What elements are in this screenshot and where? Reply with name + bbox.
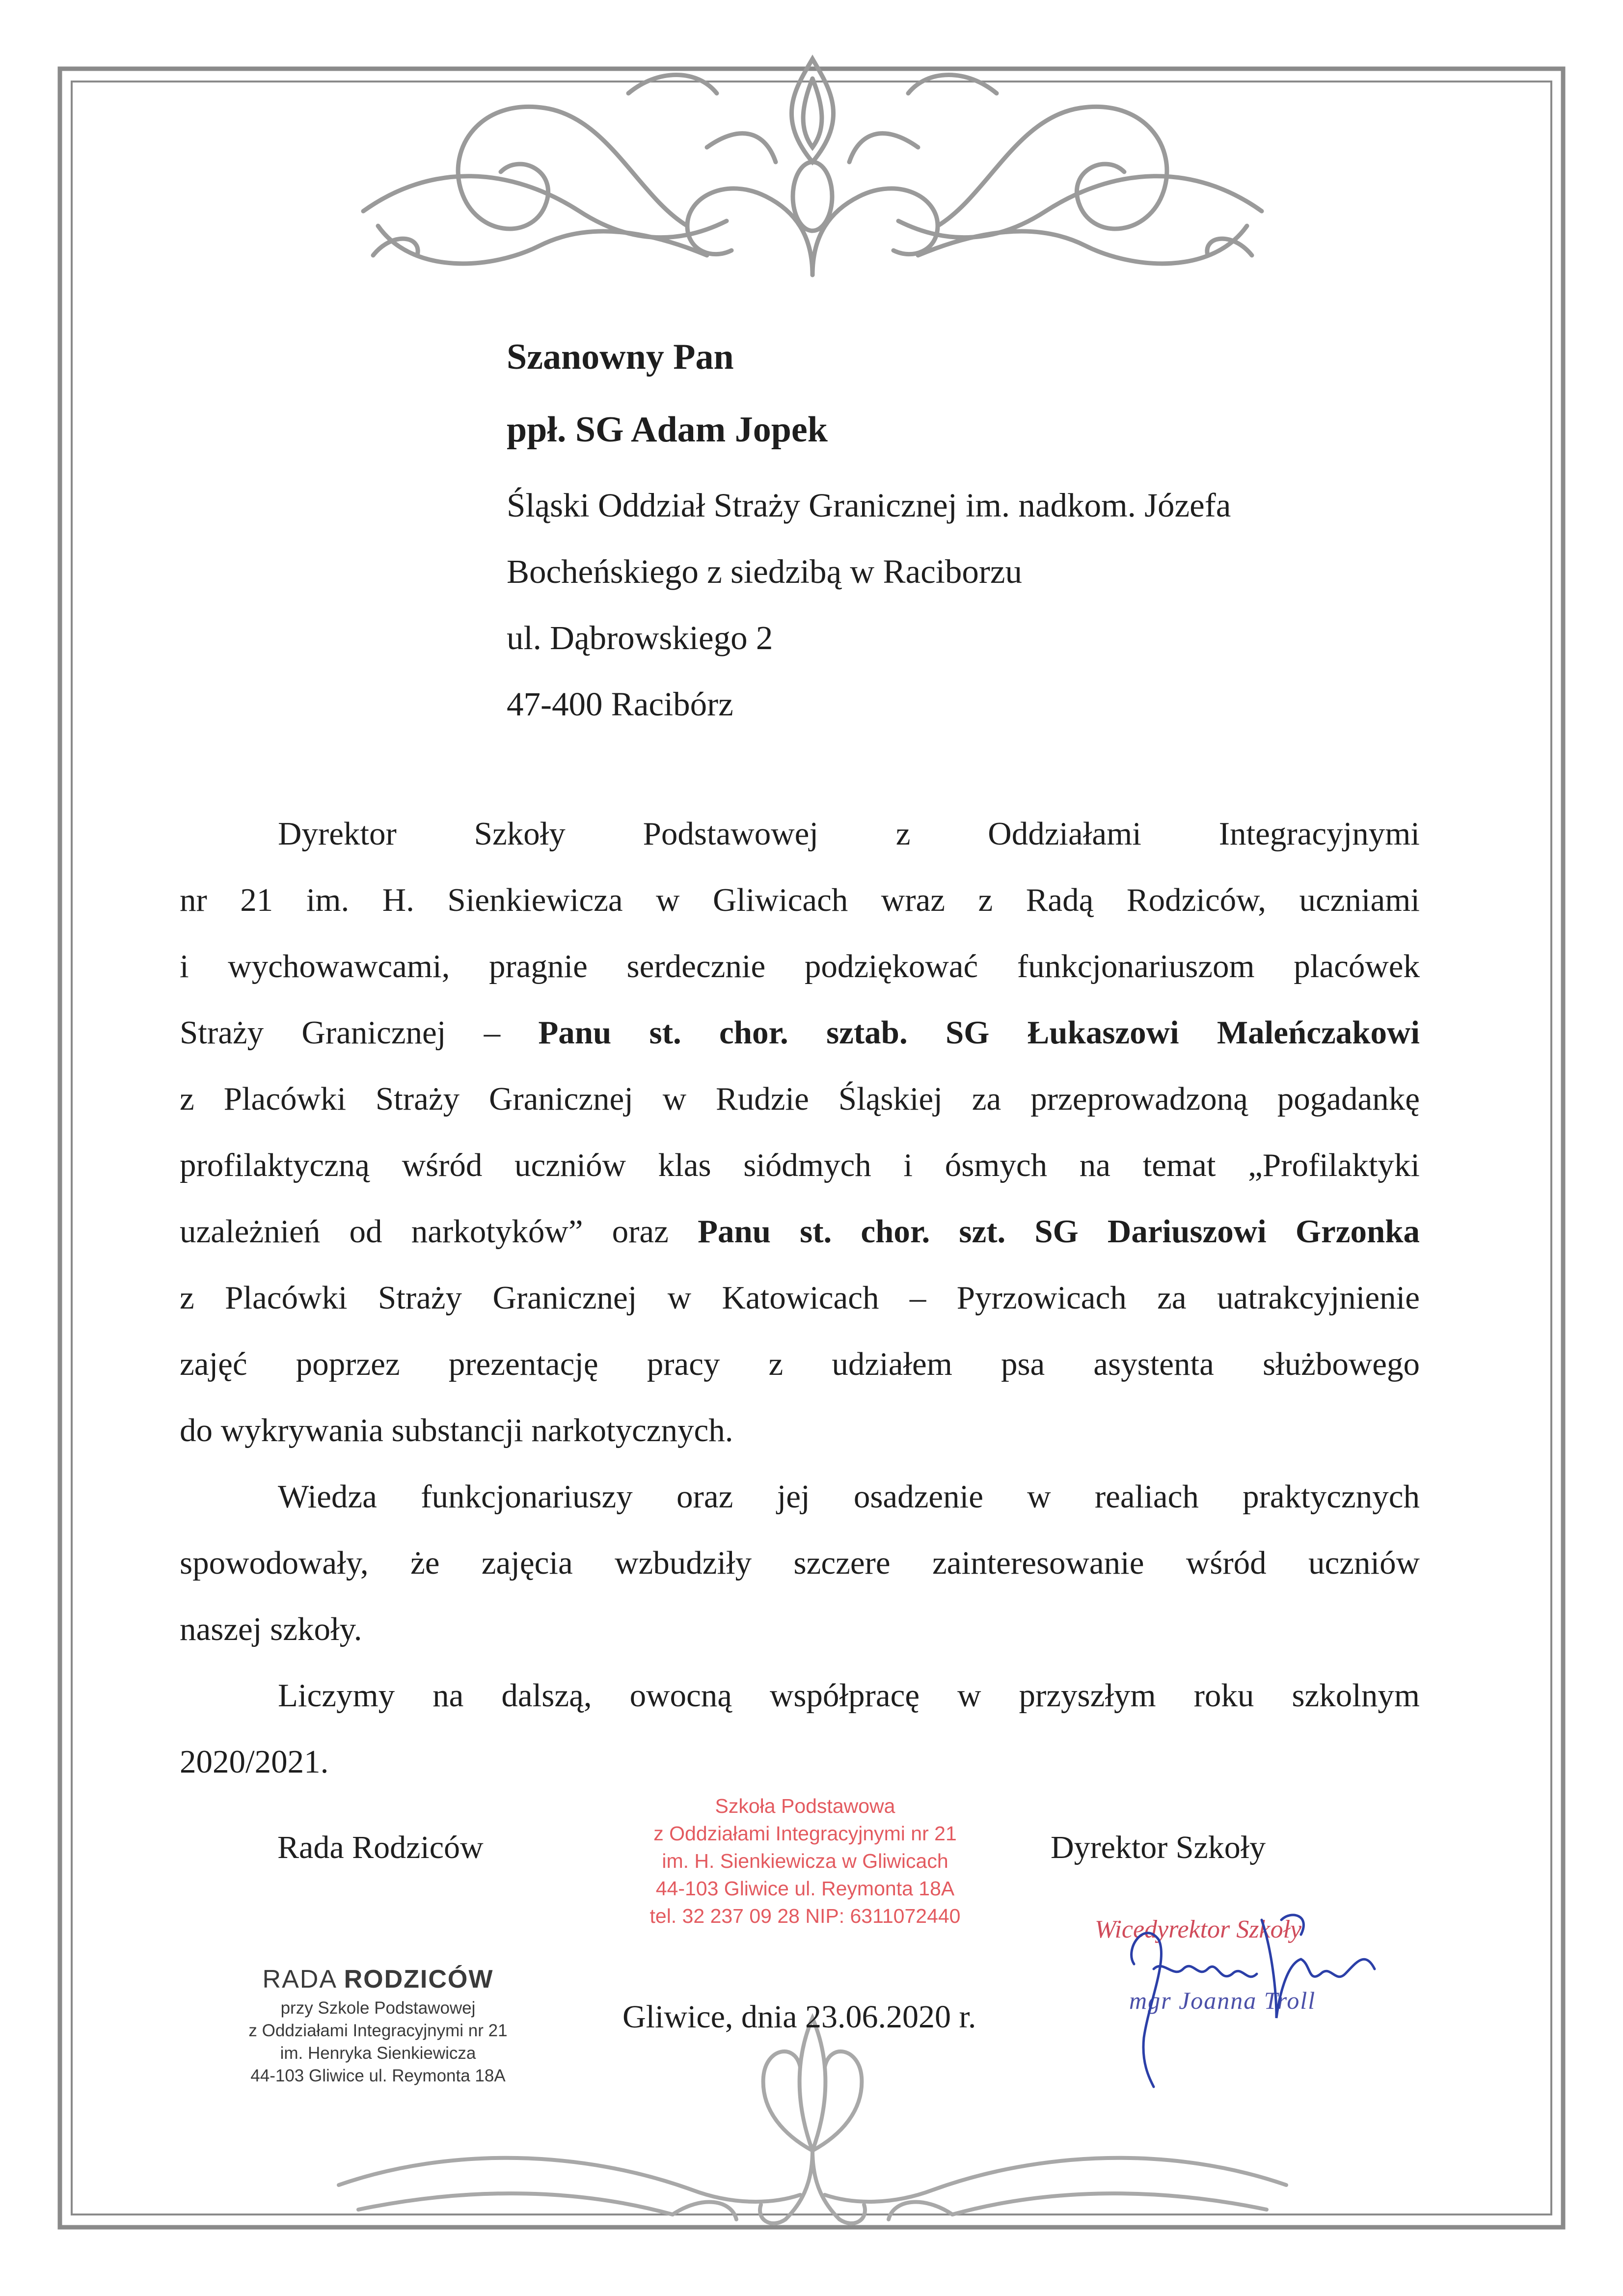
director-stamp-name: mgr Joanna Troll [1129, 1987, 1316, 2014]
body-line [180, 950, 1420, 983]
body-line-segment: zajęć poprzez prezentację pracy z udziałem psa asystenta służbowego [180, 1346, 1420, 1382]
body-line-bold-segment: Panu st. chor. sztab. SG Łukaszowi Maleńczakowi [538, 1014, 1420, 1051]
signature-left-label: Rada Rodziców [277, 1830, 484, 1865]
body-line [180, 1215, 1420, 1248]
school-stamp-line: tel. 32 237 09 28 NIP: 6311072440 [649, 1905, 961, 1927]
handwritten-signature [1114, 1890, 1389, 2097]
body-line [180, 1016, 1420, 1049]
school-stamp-line: im. H. Sienkiewicza w Gliwicach [662, 1850, 948, 1872]
body-line-segment: Straży Granicznej – [180, 1014, 539, 1051]
date-line: Gliwice, dnia 23.06.2020 r. [622, 1999, 976, 2035]
body-line [180, 1613, 1420, 1646]
council-stamp-line: przy Szkole Podstawowej [280, 1998, 476, 2018]
body-line-segment: Dyrektor Szkoły Podstawowej z Oddziałami Integracyjnymi [278, 816, 1420, 852]
body-line [180, 1282, 1420, 1314]
body-line-segment: Liczymy na dalszą, owocną współpracę w przyszłym roku szkolnym [278, 1677, 1420, 1714]
body-line [180, 1348, 1420, 1381]
body-line-segment: i wychowawcami, pragnie serdecznie podziękować funkcjonariuszom placówek [180, 948, 1420, 984]
body-line-bold-segment: Panu st. chor. szt. SG Dariuszowi Grzonka [698, 1213, 1420, 1250]
address-line: ul. Dąbrowskiego 2 [507, 619, 773, 656]
body-line-segment: z Placówki Straży Granicznej w Katowicach – Pyrzowicach za uatrakcyjnienie [180, 1280, 1420, 1316]
council-stamp-title-bold: RODZICÓW [344, 1965, 494, 1994]
body-line [278, 1679, 1420, 1712]
council-stamp-title-regular: RADA [262, 1965, 344, 1994]
address-line: 47-400 Racibórz [507, 685, 733, 723]
body-line-segment: profilaktyczną wśród uczniów klas siódmych i ósmych na temat „Profilaktyki [180, 1147, 1420, 1183]
school-stamp-line: Szkoła Podstawowa [715, 1795, 895, 1817]
body-line-segment: naszej szkoły. [180, 1611, 362, 1647]
body-line [278, 1480, 1420, 1513]
top-ornament [334, 49, 1291, 280]
body-line-segment: z Placówki Straży Granicznej w Rudzie Śląskiej za przeprowadzoną pogadankę [180, 1081, 1420, 1117]
address-line: Śląski Oddział Straży Granicznej im. nadkom. Józefa [507, 487, 1231, 524]
body-line-segment: uzależnień od narkotyków” oraz [180, 1213, 698, 1250]
body-line [180, 1547, 1420, 1580]
body-line-segment: Wiedza funkcjonariuszy oraz jej osadzenie w realiach praktycznych [278, 1478, 1420, 1515]
body-line-segment: do wykrywania substancji narkotycznych. [180, 1412, 733, 1449]
address-line: Bocheńskiego z siedzibą w Raciborzu [507, 553, 1022, 590]
body-line [180, 884, 1420, 917]
body-line-segment: nr 21 im. H. Sienkiewicza w Gliwicach wraz z Radą Rodziców, uczniami [180, 882, 1420, 918]
council-stamp [187, 1962, 569, 2087]
school-stamp-line: z Oddziałami Integracyjnymi nr 21 [653, 1822, 957, 1845]
body-line-segment: spowodowały, że zajęcia wzbudziły szczere zainteresowanie wśród uczniów [180, 1545, 1420, 1581]
recipient-salutation: Szanowny Pan [507, 337, 734, 377]
director-stamp-title: Wicedyrektor Szkoły [1095, 1915, 1302, 1943]
council-stamp-line: z Oddziałami Integracyjnymi nr 21 [248, 2021, 508, 2040]
body-line [180, 1149, 1420, 1182]
recipient-name: ppł. SG Adam Jopek [507, 410, 828, 450]
signature-right-label: Dyrektor Szkoły [1051, 1830, 1266, 1865]
council-stamp-line: 44-103 Gliwice ul. Reymonta 18A [250, 2066, 506, 2085]
council-stamp-line: im. Henryka Sienkiewicza [280, 2044, 476, 2063]
body-line [180, 1414, 1420, 1447]
school-stamp [623, 1792, 987, 1930]
body-line [180, 1746, 1420, 1778]
body-line [278, 818, 1420, 850]
council-stamp-title [187, 1962, 569, 1997]
body-line-segment: 2020/2021. [180, 1744, 329, 1780]
school-stamp-line: 44-103 Gliwice ul. Reymonta 18A [655, 1877, 955, 1900]
body-line [180, 1083, 1420, 1116]
